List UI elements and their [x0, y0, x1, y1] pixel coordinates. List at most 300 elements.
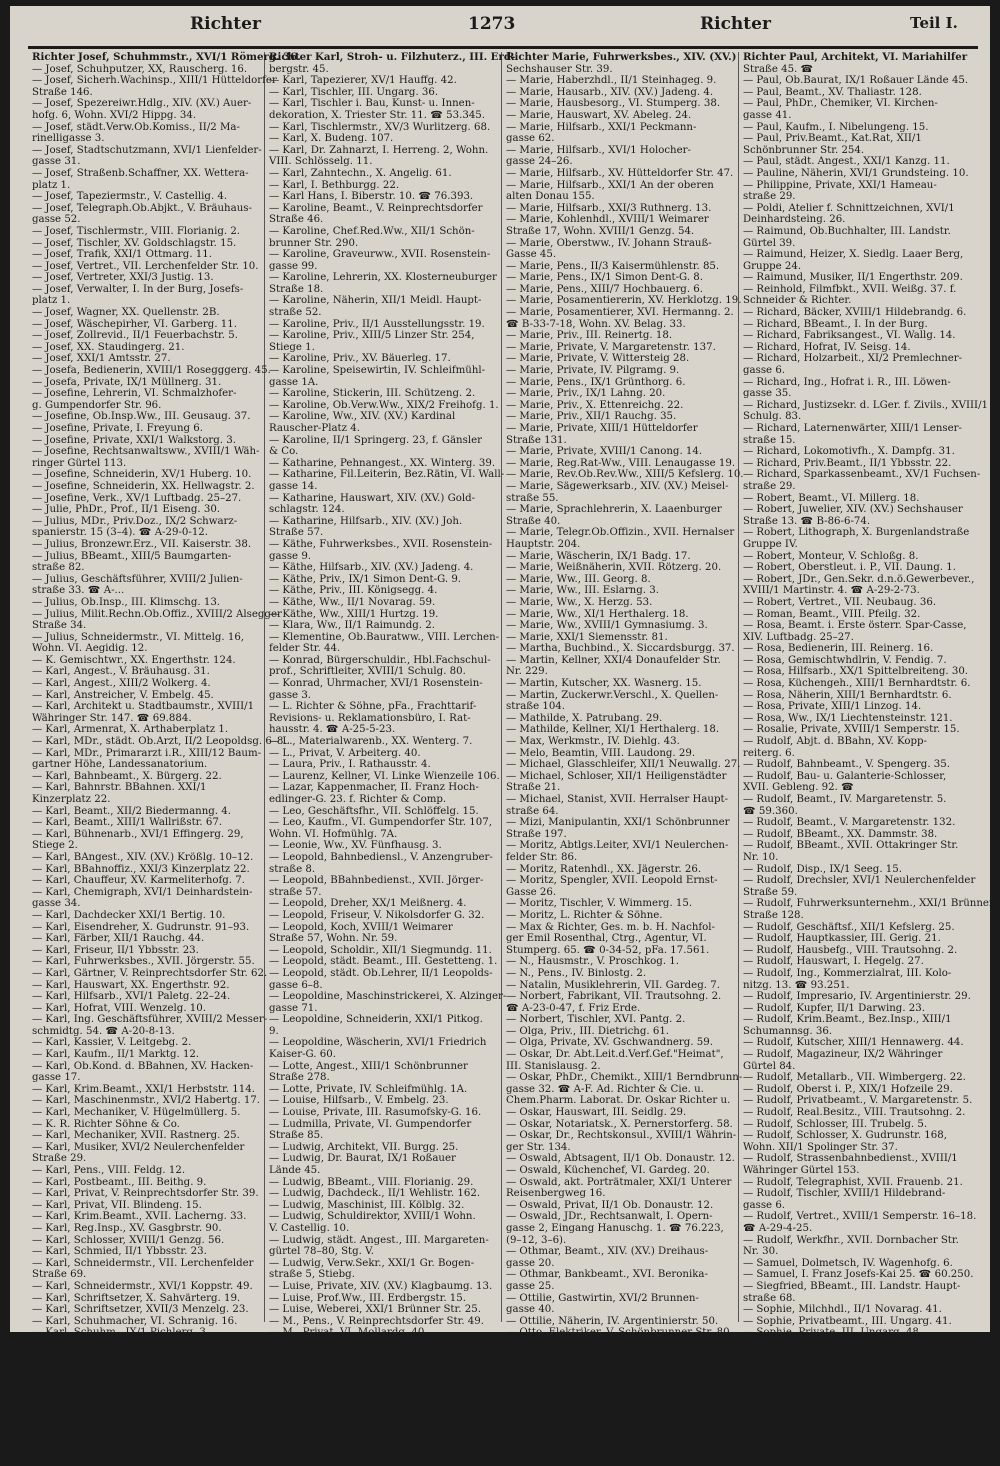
directory-entry: — Poldi, Atelier f. Schnittzeichnen, XVI/1 [743, 202, 955, 214]
directory-entry: — Paul, Kanzl., Chemiker, VI. Hirschengr. 6. [506, 1385, 734, 1397]
directory-entry: straße 5, Stiebg. [269, 1269, 355, 1281]
directory-entry: — Karl, Färber, XII/1 Rauchg. 44. [32, 933, 205, 945]
directory-entry: straße 64. [506, 805, 559, 817]
directory-entry: Währinger Gürtel 153. [743, 1165, 860, 1176]
directory-entry: — Robert, JDr., Gen.Sekr. d.n.ö.Gewerbever., [743, 573, 975, 585]
directory-entry: — Käthe, Hilfsarb., XIV. (XV.) Jadeng. 4. [269, 562, 474, 574]
column-4 [739, 51, 994, 1443]
directory-entry: — Karl, Tischler, III. Ungarg. 36. [269, 86, 439, 98]
directory-entry: ringer Gürtel 113. [32, 457, 127, 469]
directory-entry: Gürtel 84. [743, 1060, 796, 1072]
directory-entry: straße 55. [506, 492, 559, 504]
directory-entry: Hauptstr. 204. [506, 538, 581, 550]
page-number: 1273 [468, 14, 516, 34]
directory-entry: prof., Schriftleiter, XVIII/1 Schulg. 80. [269, 666, 466, 678]
directory-entry: — Josef, Sicherh.Wachinsp., XIII/1 Hütteldorfer [32, 75, 277, 87]
directory-entry: — Ludwig, städt. Angest., III. Margareten- [269, 1234, 489, 1246]
directory-entry: — M., Privat, VI. Mollardg. 40. [269, 1327, 428, 1339]
directory-entry: — Marie, Priv., X. Ettenreichg. 22. [506, 399, 684, 411]
directory-entry: — Karl, Privat, VII. Blindeng. 15. [32, 1199, 202, 1211]
directory-entry: gasse 6–8. [269, 979, 323, 991]
directory-entry: — Karl, Beamt., XII/2 Biedermanng. 4. [32, 805, 231, 817]
directory-entry: — Rudolf, Strassenbahnbedienst., XVIII/1 [743, 1153, 958, 1165]
directory-entry: — Louise, Private, III. Rasumofsky-G. 16. [269, 1107, 482, 1119]
directory-entry: — Rudolf, Disp., IX/1 Seeg. 15. [743, 863, 903, 875]
directory-entry: Nr. 10. [743, 851, 779, 863]
directory-entry: — Karl, Schriftsetzer, XVII/3 Menzelg. 23. [32, 1304, 249, 1316]
directory-entry: — Karl, Schriftsetzer, X. Sahvärterg. 19. [32, 1292, 241, 1304]
directory-entry: — Karoline, Stickerin, III. Schützeng. 2. [269, 388, 476, 400]
directory-entry: hausstr. 4. ☎ A-25-5-23. [269, 724, 396, 736]
directory-entry: — Karl, Anstreicher, V. Embelg. 45. [32, 689, 214, 701]
directory-entry: — Josef, Stadtschutzmann, XVI/1 Lienfelder- [32, 144, 262, 156]
directory-entry: — Karl, Bühnenarb., XVI/1 Effingerg. 29, [32, 828, 244, 840]
directory-entry: — Katharine, Fil.Leiterin, Bez.Rätin, VI. Wall- [269, 469, 505, 481]
directory-entry: Straße 69. [32, 1269, 87, 1281]
directory-entry: — Rosa, Beamt. i. Erste österr. Spar-Casse, [743, 620, 967, 632]
directory-entry: — Leopold, Friseur, V. Nikolsdorfer G. 32. [269, 909, 485, 921]
directory-entry: gasse 52. [32, 214, 81, 226]
directory-entry: — Karl, Spengler, XV/1 Böhmerg. 10. [32, 1350, 224, 1362]
directory-entry: — Ludwig, Maschinist, III. Kölblg. 32. [269, 1199, 465, 1211]
directory-entry: — Rudolf, Werkfhr., XVII. Dornbacher Str. [743, 1234, 959, 1246]
directory-entry: — Marie, Bedien., XIV. (XV.) Ortnerg. 2. [269, 1431, 474, 1443]
directory-entry: Straße 34. [32, 620, 87, 632]
directory-entry: — Josef, Zollrevid., II/1 Feuerbachstr. 5. [32, 330, 238, 342]
directory-entry: Straße 17, Wohn. XVIII/1 Genzg. 54. [506, 225, 695, 237]
directory-entry: — N., Hausmstr., V. Proschkog. 1. [506, 956, 680, 968]
directory-entry: — Karl, Angest., V. Bräuhausg. 31. [32, 666, 210, 678]
directory-entry: — Luise, Weberei, XXI/1 Brünner Str. 25. [269, 1304, 481, 1316]
directory-entry: — Robert, Beamt., VI. Millerg. 18. [743, 492, 920, 504]
directory-entry: — Mathilde, Kellner, XI/1 Herthalerg. 18. [506, 724, 720, 736]
directory-entry: — Stephan, Pens., V. Wimmerg. 28. [743, 1408, 925, 1420]
directory-entry: — Rudolf, Privatbeamt., V. Margaretenstr. 5. [743, 1095, 973, 1107]
directory-entry: — Josef, XXI/1 Amtsstr. 27. [32, 353, 171, 365]
directory-entry: — Leo, Kaufm., VI. Gumpendorfer Str. 107, [269, 817, 492, 829]
directory-entry: — Ludwig, Architekt, VII. Burgg. 25. [269, 1141, 459, 1153]
directory-entry: — Karl, Spengler, X. Dampfg. 35, Stiege 5. [32, 1338, 253, 1350]
directory-entry: 9. [269, 1025, 279, 1037]
directory-entry: — Josef, Tischlermstr., VIII. Florianig. 2. [32, 225, 241, 237]
directory-entry: — Josefine, Rechtsanwaltsww., XVIII/1 Wäh- [32, 446, 260, 458]
directory-entry: — Karoline, Näherin, XII/1 Meidl. Haupt- [269, 295, 482, 307]
directory-entry: — Karl, Krim.Beamt., XXI/1 Herbststr. 114. [32, 1083, 255, 1095]
directory-entry: Schumannsg. 36. [743, 1025, 833, 1037]
directory-entry: — Josef, Straßenb.Schaffner, XX. Wettera- [32, 167, 249, 179]
directory-entry: — Karl, Privat, V. Reinprechtsdorfer Str. 39. [32, 1188, 259, 1200]
directory-entry: straße 52. [269, 307, 322, 319]
directory-entry: felder Str. 86. [506, 851, 578, 863]
directory-entry: Schönbrunner Str. 264. [32, 1420, 154, 1432]
directory-entry: gasse 25. [506, 1280, 555, 1292]
directory-entry: — Karl, Musiker, XVI/2 Neulerchenfelder [32, 1141, 245, 1153]
directory-entry: — Josefine, Schneiderin, XX. Hellwagstr. 2. [32, 480, 255, 492]
directory-entry: — Rosa, Gemischtwhdlrin, V. Fendig. 7. [743, 654, 947, 666]
directory-entry: Rauscher-Platz 4. [269, 423, 360, 434]
directory-entry: — Karl, Fuhrwerksbes., XVII. Jörgerstr. 55. [32, 956, 255, 968]
directory-entry: schlagstr. 124. [269, 504, 345, 516]
directory-entry: — Richard, Sparkassenbeamt., XV/1 Fuchsen- [743, 469, 981, 481]
directory-entry: — Julie, PhDr., Prof., II/1 Eiseng. 30. [32, 504, 221, 516]
directory-entry: — Josef, Tapeziermstr., V. Castellig. 4. [32, 191, 228, 203]
directory-entry: Schönbrunner Str. 254. [743, 144, 865, 156]
directory-entry: — Karl, Tapezierer, XV/1 Hauffg. 42. [269, 75, 457, 87]
directory-entry: — Karl, Schuhm., IX/1 Pichlerg. 3. [32, 1327, 210, 1339]
directory-entry: — Karl, Kaufm., II/1 Marktg. 12. [32, 1049, 200, 1061]
directory-entry: Kinzerplatz 22. [32, 794, 111, 805]
directory-entry: — Karl, Mechaniker, V. Hügelmüllerg. 5. [32, 1107, 241, 1119]
directory-entry: — Otto, Kellner, XXI/3 Siemensstr. 28. [506, 1338, 703, 1350]
directory-entry: — Karl, Bahnbeamt., X. Bürgerg. 22. [32, 770, 222, 782]
directory-entry: ☎ 77.675. [269, 1396, 324, 1408]
directory-entry: — Klara, Ww., II/1 Raimundg. 2. [269, 620, 435, 632]
directory-entry: — L., Materialwarenb., XX. Wenterg. 7. [269, 736, 473, 748]
directory-entry: bergstr. 45. [269, 63, 329, 75]
directory-entry: ger Emil Rosenthal, Ctrg., Agentur, VI. [506, 933, 707, 945]
directory-entry: — Marie, Ww., III. Georg. 8. [506, 573, 651, 585]
directory-entry: — Karl, Schlosser, XVIII/1 Genzg. 56. [32, 1234, 225, 1246]
directory-entry: gasse 34. [32, 898, 81, 910]
directory-entry: — Stephan, Direkt. i. P., III. Landstr. Haupt- [743, 1362, 969, 1374]
directory-entry: — Paul, Beamt., XV. Thaliastr. 128. [743, 86, 922, 98]
directory-entry: gasse 14. [269, 480, 318, 492]
directory-entry: Schulg. 83. [743, 411, 802, 423]
directory-entry: — Karl, Schuhmacher, VI. Schranig. 16. [32, 1315, 238, 1327]
directory-entry: — Karl, Zahntechn., X. Angelig. 61. [269, 167, 452, 179]
directory-entry: reiterg. 6. [743, 747, 795, 759]
directory-entry: — Max & Richter, Ges. m. b. H. Nachfol- [506, 921, 715, 933]
directory-entry: — Leopoldine, Schneiderin, XXI/1 Pitkog. [269, 1014, 483, 1026]
directory-entry: Stiege 2. [32, 840, 78, 852]
directory-entry: — Marie, Pens., IX/1 Grünthorg. 6. [506, 376, 686, 388]
directory-entry: — Karl, Beamt., XIII/1 Wallrißstr. 67. [32, 817, 223, 829]
directory-entry: — Rudolf, Schlosser, III. Trubelg. 5. [743, 1118, 928, 1130]
directory-entry: — Karl, Reg.Insp., XV. Gasgbrstr. 90. [32, 1222, 222, 1234]
directory-entry: — Josef, Tischler, XV. Goldschlagstr. 15. [32, 237, 237, 249]
directory-entry: — L., Privat, V. Arbeiterg. 40. [269, 747, 421, 759]
directory-entry: — Moritz, Abtlgs.Leiter, XVI/1 Neulerchen- [506, 840, 729, 852]
directory-entry: — Josefine, Verk., XV/1 Luftbadg. 25–27. [32, 492, 242, 504]
directory-entry: — Leonie, Ww., XV. Fünfhausg. 3. [269, 840, 442, 852]
directory-entry: — Karoline, Priv., XIII/5 Linzer Str. 254, [269, 330, 475, 342]
directory-entry: — Rosa, Private, XIII/1 Linzog. 14. [743, 701, 922, 713]
directory-entry: — Marie, Sägewerksarb., XIV. (XV.) Meisel- [506, 480, 729, 492]
directory-entry: bachg. 40. [269, 1362, 324, 1374]
directory-entry: — Marie, Reg.Rat-Ww., VIII. Lenaugasse 19. [506, 457, 736, 469]
directory-entry: gasse 6. [743, 365, 786, 377]
directory-entry: — Rudolf, Fuhrwerksunternehm., XXI/1 Brünner [743, 898, 994, 910]
column-2 [265, 51, 516, 1466]
directory-entry: — Rudolf, Impresario, IV. Argentinierstr. 29. [743, 991, 971, 1003]
directory-entry: — Otto, Elektriker, V. Schönbrunner Str. 80. [506, 1327, 733, 1339]
directory-entry: — Karl, Schneidermstr., VII. Lerchenfelder [32, 1257, 254, 1269]
directory-entry: — Marie, Pens., XIII/7 Hochbauerg. 6. [506, 283, 704, 295]
directory-entry: — Marie, Telegr.Ob.Offizin., XVII. Hernalser [506, 527, 735, 539]
directory-entry: — Marie, Priv., III. Reinertg. 18. [506, 330, 673, 342]
directory-entry: — Lotte, Angest., XIII/1 Schönbrunner [269, 1060, 468, 1072]
directory-entry: — Marie, Pens., II/3 Kaisermühlenstr. 85. [506, 260, 720, 272]
directory-entry: — Käthe, Priv., IX/1 Simon Dent-G. 9. [269, 573, 462, 585]
directory-entry: — Julius, Schneidermstr., VI. Mittelg. 16, [32, 631, 245, 643]
directory-entry: — Marie, Hausbesorg., VI. Stumperg. 38. [506, 98, 721, 110]
directory-entry: III. Stanislausg. 2. [506, 1060, 601, 1072]
directory-entry: — Otto, Vertret., XX. Nordbahnstr. 10. [506, 1373, 704, 1385]
directory-entry: straße 15. [743, 434, 796, 446]
directory-entry: Schneider & Richter. [743, 295, 852, 307]
directory-entry: — Richard, Holzarbeit., XI/2 Premlechner- [743, 353, 963, 365]
directory-entry: — Josefine, Schneiderin, XV/1 Huberg. 10. [32, 469, 252, 481]
directory-entry: — Richard, Fabriksangest., VI. Wallg. 14. [743, 330, 956, 342]
directory-entry: — Josef, Vertreter, XXI/3 Justig. 13. [32, 272, 214, 284]
directory-entry: — Olga, Priv., III. Dietrichg. 61. [506, 1025, 670, 1037]
directory-entry: — Max, Werkmstr., IV. Diehlg. 43. [506, 736, 680, 748]
directory-entry: — Mathilde, X. Patrubang. 29. [506, 712, 663, 724]
directory-entry: — Moritz, Tischler, V. Wimmerg. 15. [506, 898, 693, 910]
directory-entry: — Marie, Kohlenhdl., XVIII/1 Weimarer [506, 214, 709, 226]
directory-entry: — Karl, Maschinenmstr., XVI/2 Habertg. 17. [32, 1095, 261, 1107]
directory-entry: Währinger Str. 147. ☎ 69.884. [32, 712, 192, 724]
directory-entry: — Karl, MDr., städt. Ob.Arzt, II/2 Leopoldsg. 6–8. [32, 736, 287, 748]
directory-entry: — K. R. Richter Söhne & Co. [32, 1118, 180, 1130]
directory-entry: edlinger-G. 23. f. Richter & Comp. [269, 794, 447, 805]
directory-entry: — Sophie, Privatbeamt., III. Ungarg. 41. [743, 1315, 952, 1327]
directory-entry: — Karoline, Chef.Red.Ww., XII/1 Schön- [269, 225, 475, 237]
directory-entry: — Oskar, Dr., Rechtskonsul., XVIII/1 Währin- [506, 1130, 737, 1142]
directory-entry: — Karl, stabsm. u. Gem.Rat, XXI/1 [32, 1408, 211, 1420]
directory-entry: — Marie, Ww., X. Herzg. 53. [506, 596, 653, 608]
directory-entry: — Karl, Dachdecker XXI/1 Bertig. 10. [32, 909, 226, 921]
directory-entry: hofg. 6, Wohn. XVI/2 Hippg. 34. [32, 109, 197, 121]
directory-entry: — Karoline, Lehrerin, XX. Klosterneuburger [269, 272, 497, 284]
directory-entry: — Josef, Trafik, XXI/1 Ottmarg. 11. [32, 249, 212, 261]
directory-entry: — Moritz, L. Richter & Söhne. [506, 909, 663, 921]
directory-entry: — Julius, Geschäftsführer, XVIII/2 Julien- [32, 573, 243, 585]
directory-entry: gasse 31. [32, 156, 81, 168]
directory-entry: — Karl, Angest., XIII/2 Wolkerg. 4. [32, 678, 211, 690]
directory-entry: nitzg. 13. ☎ 93.251. [743, 979, 850, 991]
directory-entry: gartner Höhe, Landessanatorium. [32, 759, 208, 771]
directory-entry: — Marie, Pens., IX/1 Simon Dent-G. 8. [506, 272, 704, 284]
directory-entry: — Karl, Bahnrstr. BBahnen. XXI/1 [32, 782, 207, 794]
column-3 [502, 51, 744, 1408]
directory-entry: — Karl, Armenrat, X. Arthaberplatz 1. [32, 724, 229, 736]
directory-entry: — Lazar, Kappenmacher, II. Franz Hoch- [269, 782, 479, 794]
directory-entry: — Philippine, Private, XXI/1 Hameau- [743, 179, 937, 191]
directory-entry: Gasse 26. [506, 886, 557, 898]
directory-entry: Straße 45. ☎ [743, 63, 814, 75]
directory-entry: — Karl, Gärtner, V. Reinprechtsdorfer Str. 62. [32, 967, 268, 979]
directory-entry: — Karl, städt. Lehrer, XX/3 Nordmanng. 96. [32, 1385, 259, 1397]
directory-entry: — Josef, Spezereiwr.Hdlg., XIV. (XV.) Auer- [32, 98, 252, 110]
directory-entry: — Käthe, Ww., II/1 Novarag. 59. [269, 596, 436, 608]
directory-entry: — Julius, MDr., Priv.Doz., IX/2 Schwarz- [32, 515, 238, 527]
directory-entry: — Marie, elektr. Wäscherolle, XV. Joanelli- [269, 1443, 486, 1455]
directory-entry: Deinhardsteing. 26. [743, 214, 846, 226]
directory-entry: gasse 24–26. [506, 156, 573, 168]
directory-entry: — Marie, Rev.Ob.Rev.Ww., XIII/5 Kefslerg. 10. [506, 469, 744, 481]
directory-entry: — Marie, Ww., XI/1 Herthalerg. 18. [506, 608, 689, 620]
directory-entry: straße 184. ☎ A-23-1-16, Wohn. Nr. 165. [32, 1373, 245, 1385]
directory-entry: gasse 2, Eingang Hanuschg. 1. ☎ 76.223, [506, 1222, 724, 1234]
directory-entry: — Leopoldine, Maschinstrickerei, X. Alzinger- [269, 991, 507, 1003]
directory-entry: — Luise, Prof.Ww., III. Erdbergstr. 15. [269, 1292, 467, 1304]
directory-entry: ☎ B-33-7-18, Wohn. XV. Belag. 33. [506, 318, 686, 330]
directory-entry: — Karoline, Priv., XV. Bäuerleg. 17. [269, 353, 451, 365]
directory-entry: — Laurenz, Kellner, VI. Linke Wienzeile 106. [269, 770, 500, 782]
directory-entry: — N., Pens., IV. Binlostg. 2. [506, 967, 647, 979]
directory-entry: Straße 131. [506, 434, 567, 446]
directory-entry: gasse 17. [32, 1072, 81, 1084]
directory-entry: — Julius, Bronzewr.Erz., VII. Kaiserstr. 38. [32, 538, 252, 550]
directory-entry: rinelligasse 3. [32, 133, 105, 145]
directory-entry: (9–12, 3–6). [506, 1234, 567, 1246]
directory-entry: platz 1. [32, 179, 71, 191]
directory-entry: — Leopold, BBahnbedienst., XVII. Jörger- [269, 875, 484, 887]
directory-entry: — Martin, Kutscher, XX. Wasnerg. 15. [506, 678, 702, 690]
directory-entry: Straße 57, Wohn. Nr. 59. [269, 933, 398, 945]
directory-entry: — Rosa, Näherin, XIII/1 Bernhardtstr. 6. [743, 689, 952, 701]
directory-entry: — Karl, Hofrat, VIII. Wenzelg. 10. [32, 1002, 207, 1014]
directory-entry: — Karl, Schmied, II/1 Ybbsstr. 23. [32, 1246, 207, 1258]
directory-entry: gasse 35. [743, 388, 792, 400]
directory-entry: — Martha, Buchbind., X. Siccardsburgg. 37. [506, 643, 735, 655]
directory-entry: — Leopoldine, Wäscherin, XVI/1 Friedrich [269, 1037, 487, 1049]
directory-entry: — Stanislaus, BAngest., XV. Fünfhausg. 19. [743, 1350, 967, 1362]
directory-entry: — Karl, Postbeamt., III. Beithg. 9. [32, 1176, 207, 1188]
directory-entry: — Karl, städt. Rechn.Revid., XXI/1 Urbang. 8. [32, 1396, 268, 1408]
directory-entry: — Marie, Posamentierer, XVI. Hermanng. 2. [506, 307, 734, 319]
directory-entry: — Marie, Bedier., IX/1 Marting. 13. [269, 1420, 452, 1432]
directory-entry: — Rudolf, Abjt. d. BBahn, XV. Kopp- [743, 736, 927, 748]
directory-entry: — Marie, Private, V. Margaretenstr. 137. [506, 341, 716, 353]
directory-entry: — Karl, Ing. Geschäftsführer, XVIII/2 Messer- [32, 1014, 268, 1026]
directory-entry: — Karl, Krim.Beamt., XVII. Lacherng. 33. [32, 1211, 247, 1223]
directory-entry: Straße 197. [506, 828, 567, 840]
directory-entry: — Rudolf, Telegraphist, XVII. Frauenb. 21. [743, 1176, 963, 1188]
directory-entry: — Rosa, Ww., IX/1 Liechtensteinstr. 121. [743, 712, 953, 724]
directory-entry: — Marie, Private, V. Wittersteig 28. [506, 353, 690, 365]
directory-entry: Richter Marie, Fuhrwerksbes., XIV. (XV.) [506, 51, 737, 63]
directory-entry: — Karl, Tischler i. Bau, Kunst- u. Innen- [269, 98, 475, 110]
directory-entry: — Louise, Hilfsarb., V. Embelg. 23. [269, 1095, 449, 1107]
directory-entry: — Paul, Amtsdiener, II/1 Sterneckplatz 4. [506, 1396, 720, 1408]
directory-entry: Stiege 1. [269, 341, 315, 353]
directory-entry: schmidtg. 54. ☎ A-20-8-13. [32, 1025, 175, 1037]
directory-entry: — Marie, XXI/1 Siemensstr. 81. [506, 631, 668, 643]
directory-entry: Stumperg. 65. ☎ 0-34-52, pFa. 17.561. [506, 944, 710, 956]
directory-entry: — Stephan, Zahnatelier, XVIII/1 Salierg. [743, 1420, 952, 1432]
directory-entry: — Paul, städt. Angest., XXI/1 Kanzg. 11. [743, 156, 950, 168]
directory-entry: gasse 40. [506, 1304, 555, 1316]
directory-entry: — Rudolf, Krim.Beamt., Bez.Insp., XIII/1 [743, 1014, 952, 1026]
directory-entry: — Othmar, Bankbeamt., XVI. Beronika- [506, 1269, 708, 1281]
directory-entry: — Leopold, städt. Ob.Lehrer, II/1 Leopolds- [269, 967, 493, 979]
directory-entry: Nr. 30. [743, 1246, 779, 1258]
directory-entry: — Ottilie, Näherin, IV. Argentinierstr. 50. [506, 1315, 719, 1327]
directory-entry: — Julius, BBeamt., XIII/5 Baumgarten- [32, 550, 232, 562]
directory-entry: — Marie, Ww., XVIII/1 Gymnasiumg. 3. [506, 620, 708, 632]
directory-entry: Nr. 229. [506, 666, 548, 678]
directory-entry: — Oswald, Küchenchef, VI. Gardeg. 20. [506, 1165, 710, 1176]
right-running-title: Richter [700, 14, 771, 34]
directory-entry: — Norbert, Fabrikant, VII. Trautsohng. 2. [506, 991, 722, 1003]
directory-entry: — Karoline, II/1 Springerg. 23, f. Gänsler [269, 434, 482, 446]
directory-entry: straße 82. [32, 562, 85, 574]
directory-entry: spanierstr. 15 (3–4). ☎ A-29-0-12. [32, 527, 209, 539]
directory-entry: gasse 99. [269, 260, 318, 272]
directory-entry: — Othmar, Beamt., XIV. (XV.) Dreihaus- [506, 1246, 709, 1258]
directory-entry: — Lotte, Private, IV. Schleifmühlg. 1A. [269, 1083, 468, 1095]
directory-entry: — Oswald, akt. Porträtmaler, XXI/1 Unterer [506, 1176, 732, 1188]
directory-entry: gasse 25. [743, 1431, 792, 1443]
directory-entry: — Ottilie, Gastwirtin, XVI/2 Brunnen- [506, 1292, 699, 1304]
directory-entry: — Rosa, Küchengeh., XIII/1 Bernhardtstr. 6. [743, 678, 971, 690]
directory-entry: gasse 6. [743, 1199, 786, 1211]
directory-entry: — Marie, Ww., III. Eslarng. 3. [506, 585, 659, 597]
page-header [10, 14, 990, 44]
directory-entry: — Karoline, Ww., XIV. (XV.) Kardinal [269, 411, 456, 423]
directory-entry: ☎ 59.360. [743, 805, 798, 817]
directory-entry: — Josef, städt.Verw.Ob.Komiss., II/2 Ma- [32, 121, 240, 133]
directory-entry: — Rudolf, Metallarb., VII. Wimbergerg. 22. [743, 1072, 966, 1084]
directory-entry: Straße 21. [506, 782, 561, 794]
directory-entry: — Marie, Oberstww., IV. Johann Strauß- [506, 237, 712, 249]
directory-entry: — Leo, Geschäftsfhr., VII. Schlöffelg. 15. [269, 805, 479, 817]
directory-entry: — Richard, Justizsekr. d. LGer. f. Zivils., XVIII/1 [743, 399, 988, 411]
directory-entry: — Luise, Private, XIV. (XV.) Klagbaumg. 13. [269, 1280, 493, 1292]
directory-entry: — Karl, BBahnoffiz., XXI/3 Kinzerplatz 22. [32, 863, 250, 875]
directory-entry: — Robert, Vertret., VII. Neubaug. 36. [743, 596, 937, 608]
directory-entry: — Käthe, Fuhrwerksbes., XVII. Rosenstein- [269, 538, 493, 550]
directory-entry: Kaiser-G. 60. [269, 1049, 336, 1061]
directory-entry: Straße 128. [743, 909, 804, 921]
directory-entry: — Karoline, Beamt., V. Reinprechtsdorfer [269, 202, 483, 214]
directory-entry: Gasse 45. [506, 249, 557, 261]
directory-entry: straße 104. [506, 701, 566, 713]
directory-entry: — Robert, Juwelier, XIV. (XV.) Sechshauser [743, 504, 963, 516]
directory-page [10, 6, 994, 1466]
directory-entry: — Rudolf, Geschäftsf., XII/1 Kefslerg. 25. [743, 921, 955, 933]
directory-entry: — Ludwig, BBeamt., VIII. Florianig. 29. [269, 1176, 474, 1188]
directory-entry: Revisions- u. Reklamationsbüro, I. Rat- [269, 712, 471, 724]
directory-entry: — Josef, XX. Staudingerg. 21. [32, 341, 185, 353]
directory-entry: — Ludwig, Dr. Baurat, IX/1 Roßauer [269, 1153, 456, 1165]
directory-entry: — Karoline, Graveurww., XVII. Rosenstein- [269, 249, 491, 261]
directory-entry: — Paul, Kaufm., I. Nibelungeng. 15. [743, 121, 929, 133]
directory-entry: — Josef, Wagner, XX. Quellenstr. 2B. [32, 307, 220, 319]
directory-entry: — Leopold, Koch, XVIII/1 Weimarer [269, 921, 453, 933]
directory-entry: Wohn. VI. Hofmühlg. 7A. [269, 828, 398, 840]
directory-entry: Gruppe IV. [743, 538, 798, 550]
directory-entry: — Olga, Private, XV. Gschwandnerg. 59. [506, 1037, 713, 1049]
directory-entry: — Moritz, Spengler, XVII. Leopold Ernst- [506, 875, 718, 887]
directory-entry: — Michael, Schloser, XII/1 Heiligenstädter [506, 770, 727, 782]
directory-entry: gürtel 78–80, Stg. V. [269, 1246, 374, 1258]
directory-entry: Straße 146. [32, 86, 93, 98]
directory-entry: gasse 10, Wohn. VI. Schlebeg. 2. [269, 1454, 438, 1466]
directory-entry: — Karl, MDr., Primararzt i.R., XIII/12 Baum- [32, 747, 262, 759]
directory-entry: — Marie, Priv., IX/1 Lahng. 20. [506, 388, 666, 400]
directory-entry: — Josefa, Private, IX/1 Müllnerg. 31. [32, 376, 222, 388]
directory-entry: — Siegfried, BBeamt., III. Landstr. Haupt- [743, 1280, 961, 1292]
directory-entry: — Oskar, Hauswart, III. Seidlg. 29. [506, 1107, 687, 1119]
directory-entry: — Katharine, Pehnangest., XX. Winterg. 39. [269, 457, 496, 469]
directory-entry: — Paul, Ob.Baurat, IX/1 Roßauer Lände 45. [743, 75, 969, 87]
directory-entry: Lände 45. [269, 1165, 321, 1176]
directory-entry: — Oskar, Dr. Abt.Leit.d.Verf.Gef."Heimat", [506, 1049, 724, 1061]
directory-entry: — Paul, PhDr., Chemiker, VI. Kirchen- [743, 98, 938, 110]
